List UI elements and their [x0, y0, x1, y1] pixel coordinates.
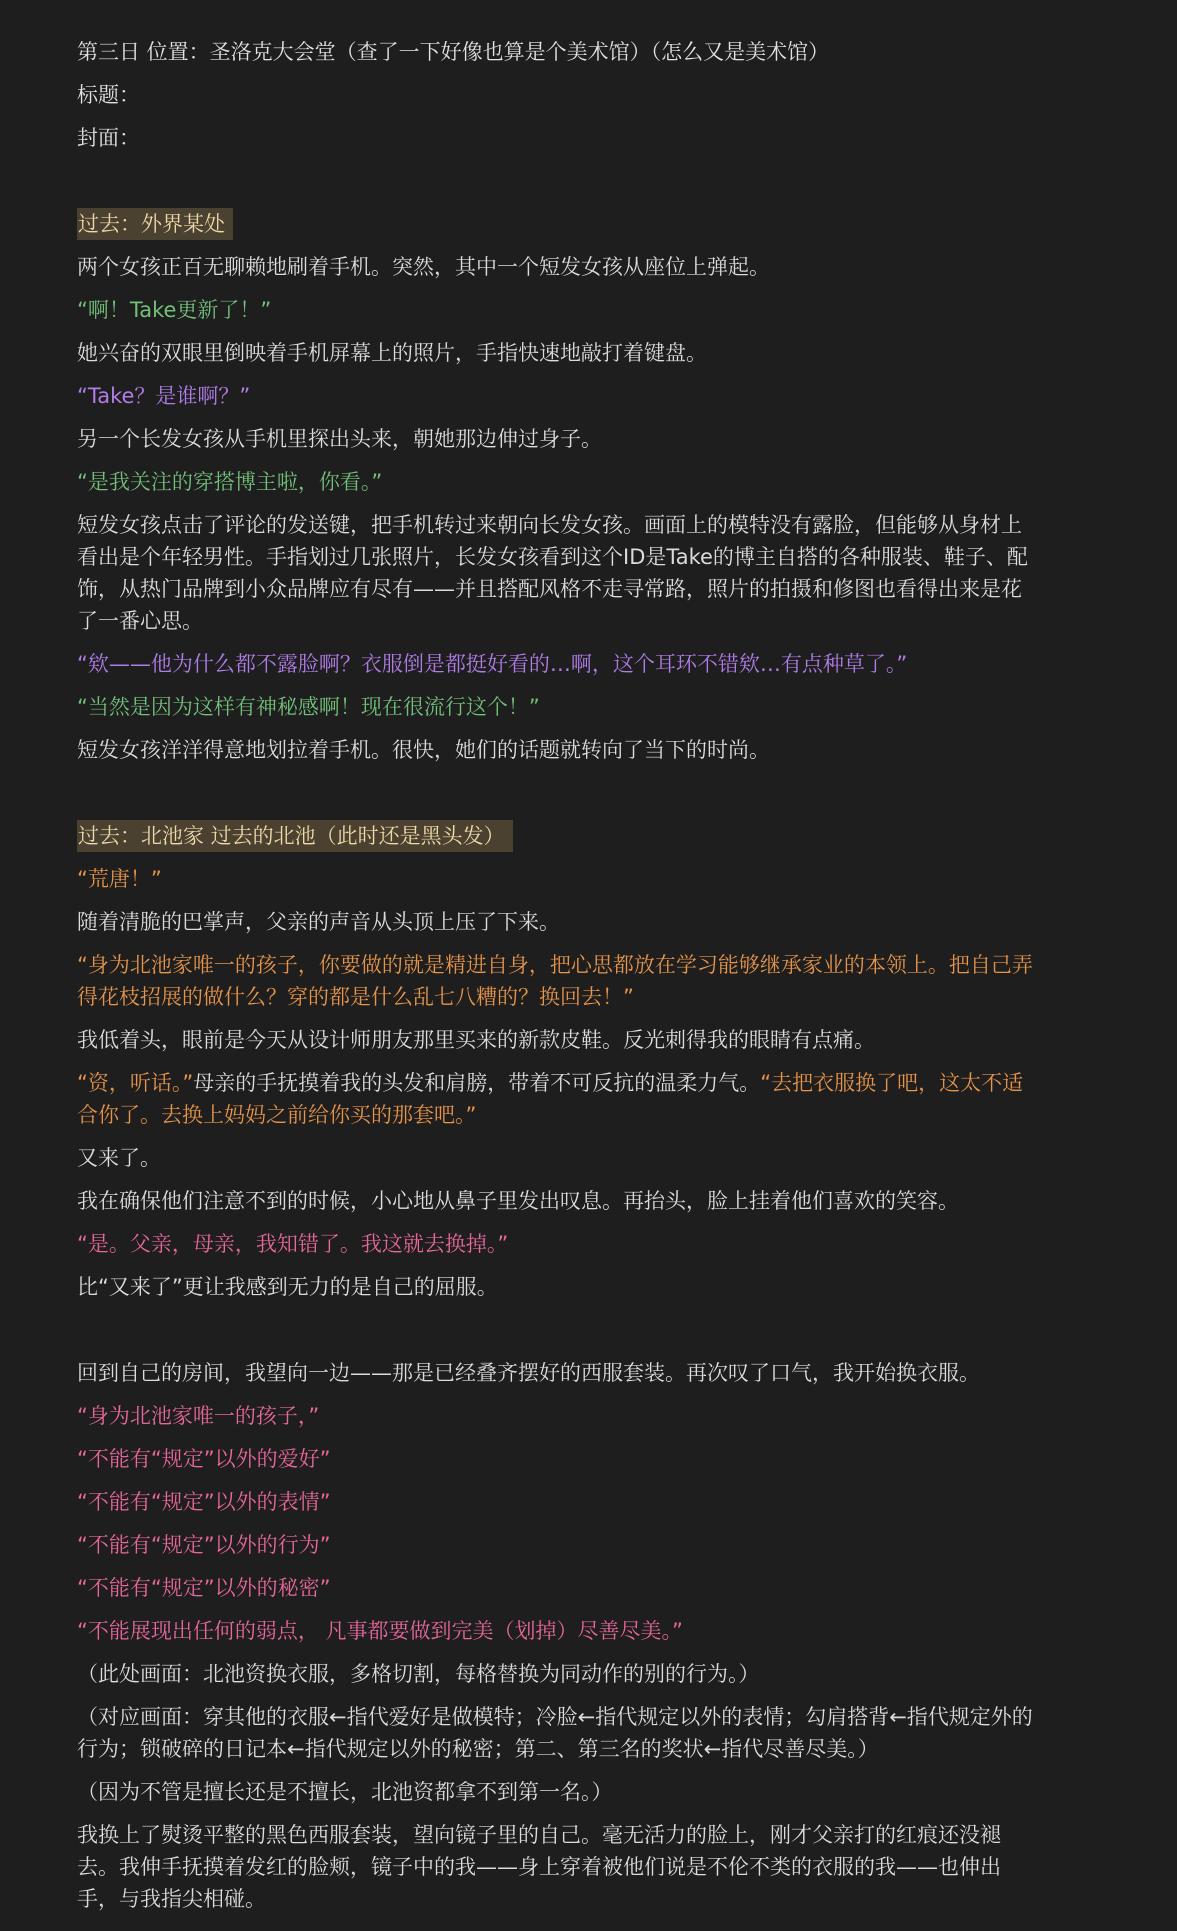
narration-line: 我低着头，眼前是今天从设计师朋友那里买来的新款皮鞋。反光刺得我的眼睛有点痛。 [77, 1028, 875, 1052]
spacer [77, 165, 1037, 208]
dialogue-kitaike: “是。父亲，母亲，我知错了。我这就去换掉。” [77, 1232, 509, 1256]
narration-paragraph: 短发女孩点击了评论的发送键，把手机转过来朝向长发女孩。画面上的模特没有露脸，但能够从身材上看出是个年轻男性。手指划过几张照片，长发女孩看到这个ID是Take的博主自搭的各种服装、鞋子、配饰，从热门品牌到小众品牌应有尽有——并且搭配风格不走寻常路，照片的拍摄和修图也看得出来是花了一番心思。 [77, 513, 1028, 633]
cover-label: 封面： [77, 126, 140, 150]
narration-line: 她兴奋的双眼里倒映着手机屏幕上的照片，手指快速地敲打着键盘。 [77, 341, 707, 365]
scene-note: （此处画面：北池资换衣服，多格切割，每格替换为同动作的别的行为。） [77, 1662, 760, 1686]
narration-line: 又来了。 [77, 1146, 161, 1170]
section-heading-outside: 过去：外界某处 [77, 208, 233, 240]
narration-line: 另一个长发女孩从手机里探出头来，朝她那边伸过身子。 [77, 427, 602, 451]
rule-line: “不能有“规定”以外的秘密” [77, 1576, 331, 1600]
narration-line: 比“又来了”更让我感到无力的是自己的屈服。 [77, 1275, 498, 1299]
dialogue-long-hair-girl: “欸——他为什么都不露脸啊？衣服倒是都挺好看的…啊，这个耳环不错欸…有点种草了。” [77, 652, 908, 676]
dialogue-mother: “去把衣服换了吧，这太不适合你了。去换上妈妈之前给你买的那套吧。” [77, 1071, 1024, 1127]
narration-line: 两个女孩正百无聊赖地刷着手机。突然，其中一个短发女孩从座位上弹起。 [77, 255, 770, 279]
narration-inline: 母亲的手抚摸着我的头发和肩膀，带着不可反抗的温柔力气。 [193, 1071, 761, 1095]
scene-note: （因为不管是擅长还是不擅长，北池资都拿不到第一名。） [77, 1780, 613, 1804]
narration-line: 回到自己的房间，我望向一边——那是已经叠齐摆好的西服套装。再次叹了口气，我开始换衣服。 [77, 1361, 980, 1385]
dialogue-short-hair-girl: “是我关注的穿搭博主啦，你看。” [77, 470, 383, 494]
rule-line: “不能有“规定”以外的行为” [77, 1533, 331, 1557]
narration-paragraph: 我换上了熨烫平整的黑色西服套装，望向镜子里的自己。毫无活力的脸上，刚才父亲打的红痕还没褪去。我伸手抚摸着发红的脸颊，镜子中的我——身上穿着被他们说是不伦不类的衣服的我——也伸出手，与我指尖相碰。 [77, 1823, 1001, 1911]
rule-line: “不能有“规定”以外的爱好” [77, 1447, 331, 1471]
dialogue-mother: “资，听话。” [77, 1071, 194, 1095]
rule-line: “不能有“规定”以外的表情” [77, 1490, 331, 1514]
title-label: 标题： [77, 83, 140, 107]
section-heading-kitaike-home: 过去：北池家 过去的北池（此时还是黑头发） [77, 820, 513, 852]
spacer [77, 777, 1037, 820]
day-location-line: 第三日 位置：圣洛克大会堂（查了一下好像也算是个美术馆）（怎么又是美术馆） [77, 40, 830, 64]
spacer [77, 1314, 1037, 1357]
narration-line: 短发女孩洋洋得意地划拉着手机。很快，她们的话题就转向了当下的时尚。 [77, 738, 770, 762]
dialogue-father: “身为北池家唯一的孩子，你要做的就是精进自身，把心思都放在学习能够继承家业的本领上。把自己弄得花枝招展的做什么？穿的都是什么乱七八糟的？换回去！” [77, 953, 1033, 1009]
rule-line: “身为北池家唯一的孩子，” [77, 1404, 320, 1428]
mother-paragraph [77, 1067, 1037, 1131]
dialogue-short-hair-girl: “当然是因为这样有神秘感啊！现在很流行这个！” [77, 695, 540, 719]
dialogue-father: “荒唐！” [77, 867, 162, 891]
rule-line: “不能展现出任何的弱点， 凡事都要做到完美（划掉）尽善尽美。” [77, 1619, 683, 1643]
narration-line: 我在确保他们注意不到的时候，小心地从鼻子里发出叹息。再抬头，脸上挂着他们喜欢的笑容。 [77, 1189, 959, 1213]
scene-note: （对应画面：穿其他的衣服←指代爱好是做模特；冷脸←指代规定以外的表情；勾肩搭背←指代规定外的行为；锁破碎的日记本←指代规定以外的秘密；第二、第三名的奖状←指代尽善尽美。） [77, 1705, 1033, 1761]
narration-line: 随着清脆的巴掌声，父亲的声音从头顶上压了下来。 [77, 910, 560, 934]
dialogue-short-hair-girl: “啊！Take更新了！” [77, 298, 272, 322]
dialogue-long-hair-girl: “Take？是谁啊？” [77, 384, 251, 408]
